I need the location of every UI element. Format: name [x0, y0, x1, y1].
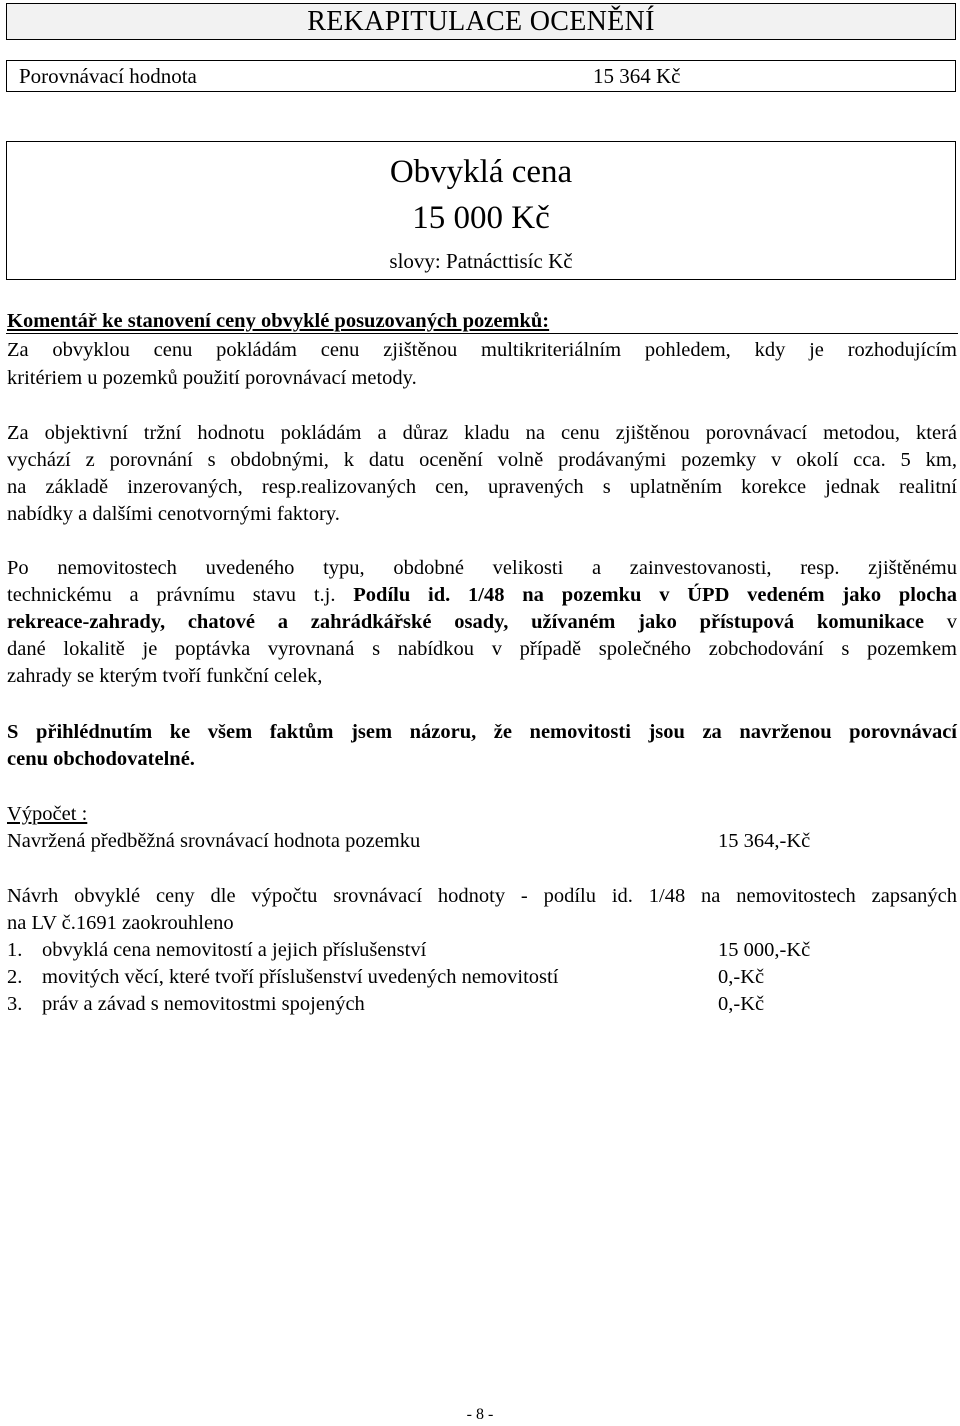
item-number: 1.	[7, 939, 23, 961]
calculation-heading: Výpočet :	[7, 803, 88, 825]
title-box	[6, 3, 956, 40]
item-number: 2.	[7, 966, 23, 988]
proposal-text-line1: Návrh obvyklé ceny dle výpočtu srovnávací hodnoty - podílu id. 1/48 na nemovitostech zapsaných	[7, 885, 957, 907]
para3-line2-text: technickému a právnímu stavu t.j.	[7, 584, 336, 606]
para2-line2: vychází z porovnání s obdobnými, k datu ocenění volně prodávanými pozemky v okolí cca. 5 km,	[7, 449, 957, 471]
para2-line4: nabídky a dalšími cenotvornými faktory.	[7, 503, 340, 525]
para2-line3: na základě inzerovaných, resp.realizovaných cen, upravených s uplatněním korekce jednak realitní	[7, 476, 957, 498]
price-in-words: slovy: Patnácttisíc Kč	[389, 249, 573, 273]
para3-line4: dané lokalitě je poptávka vyrovnaná s nabídkou v případě společného zobchodování s pozemkem	[7, 638, 957, 660]
conclusion-line1: S přihlédnutím ke všem faktům jsem názoru, že nemovitosti jsou za navrženou porovnávací	[7, 721, 957, 743]
item-value: 0,-Kč	[718, 966, 765, 988]
para3-line3-text: v	[946, 611, 958, 633]
item-label: obvyklá cena nemovitostí a jejich příslušenství	[42, 939, 427, 961]
proposed-value: 15 364,-Kč	[718, 830, 811, 852]
item-value: 0,-Kč	[718, 993, 765, 1015]
proposed-value-label: Navržená předběžná srovnávací hodnota pozemku	[7, 830, 421, 852]
para1-line2: kritériem u pozemků použití porovnávací metody.	[7, 367, 417, 389]
page-number: - 8 -	[466, 1406, 494, 1423]
comparison-label: Porovnávací hodnota	[19, 64, 197, 88]
para3-line5: zahrady se kterým tvoří funkční celek,	[7, 665, 323, 687]
para3-line3	[7, 610, 957, 634]
price-amount: 15 000 Kč	[412, 200, 550, 236]
proposal-text-line2: na LV č.1691 zaokrouhleno	[7, 912, 234, 934]
conclusion-line2: cenu obchodovatelné.	[7, 748, 195, 770]
item-label: práv a závad s nemovitostmi spojených	[42, 993, 365, 1015]
comment-heading: Komentář ke stanovení ceny obvyklé posuzovaných pozemků:	[7, 310, 550, 332]
heading-divider	[6, 333, 958, 334]
para3-line2-bold: Podílu id. 1/48 na pozemku v ÚPD vedeném jako plocha	[353, 584, 957, 606]
usual-price-box	[6, 141, 956, 280]
item-value: 15 000,-Kč	[718, 939, 811, 961]
item-number: 3.	[7, 993, 23, 1015]
para3-line1: Po nemovitostech uvedeného typu, obdobné velikosti a zainvestovanosti, resp. zjištěnému	[7, 557, 957, 579]
comparison-value: 15 364 Kč	[593, 64, 681, 88]
item-label: movitých věcí, které tvoří příslušenství uvedených nemovitostí	[42, 966, 559, 988]
price-title: Obvyklá cena	[389, 154, 573, 190]
para3-line3-bold: rekreace-zahrady, chatové a zahrádkářské osady, užívaném jako přístupová komunikace	[7, 611, 924, 633]
para2-line1: Za objektivní tržní hodnotu pokládám a důraz kladu na cenu zjištěnou porovnávací metodou, která	[7, 422, 957, 444]
para3-line2	[7, 583, 957, 607]
page-title: REKAPITULACE OCENĚNÍ	[307, 6, 655, 37]
comparison-value-box	[6, 60, 956, 92]
para1-line1: Za obvyklou cenu pokládám cenu zjištěnou multikriteriálním pohledem, kdy je rozhodujícím	[7, 339, 957, 361]
